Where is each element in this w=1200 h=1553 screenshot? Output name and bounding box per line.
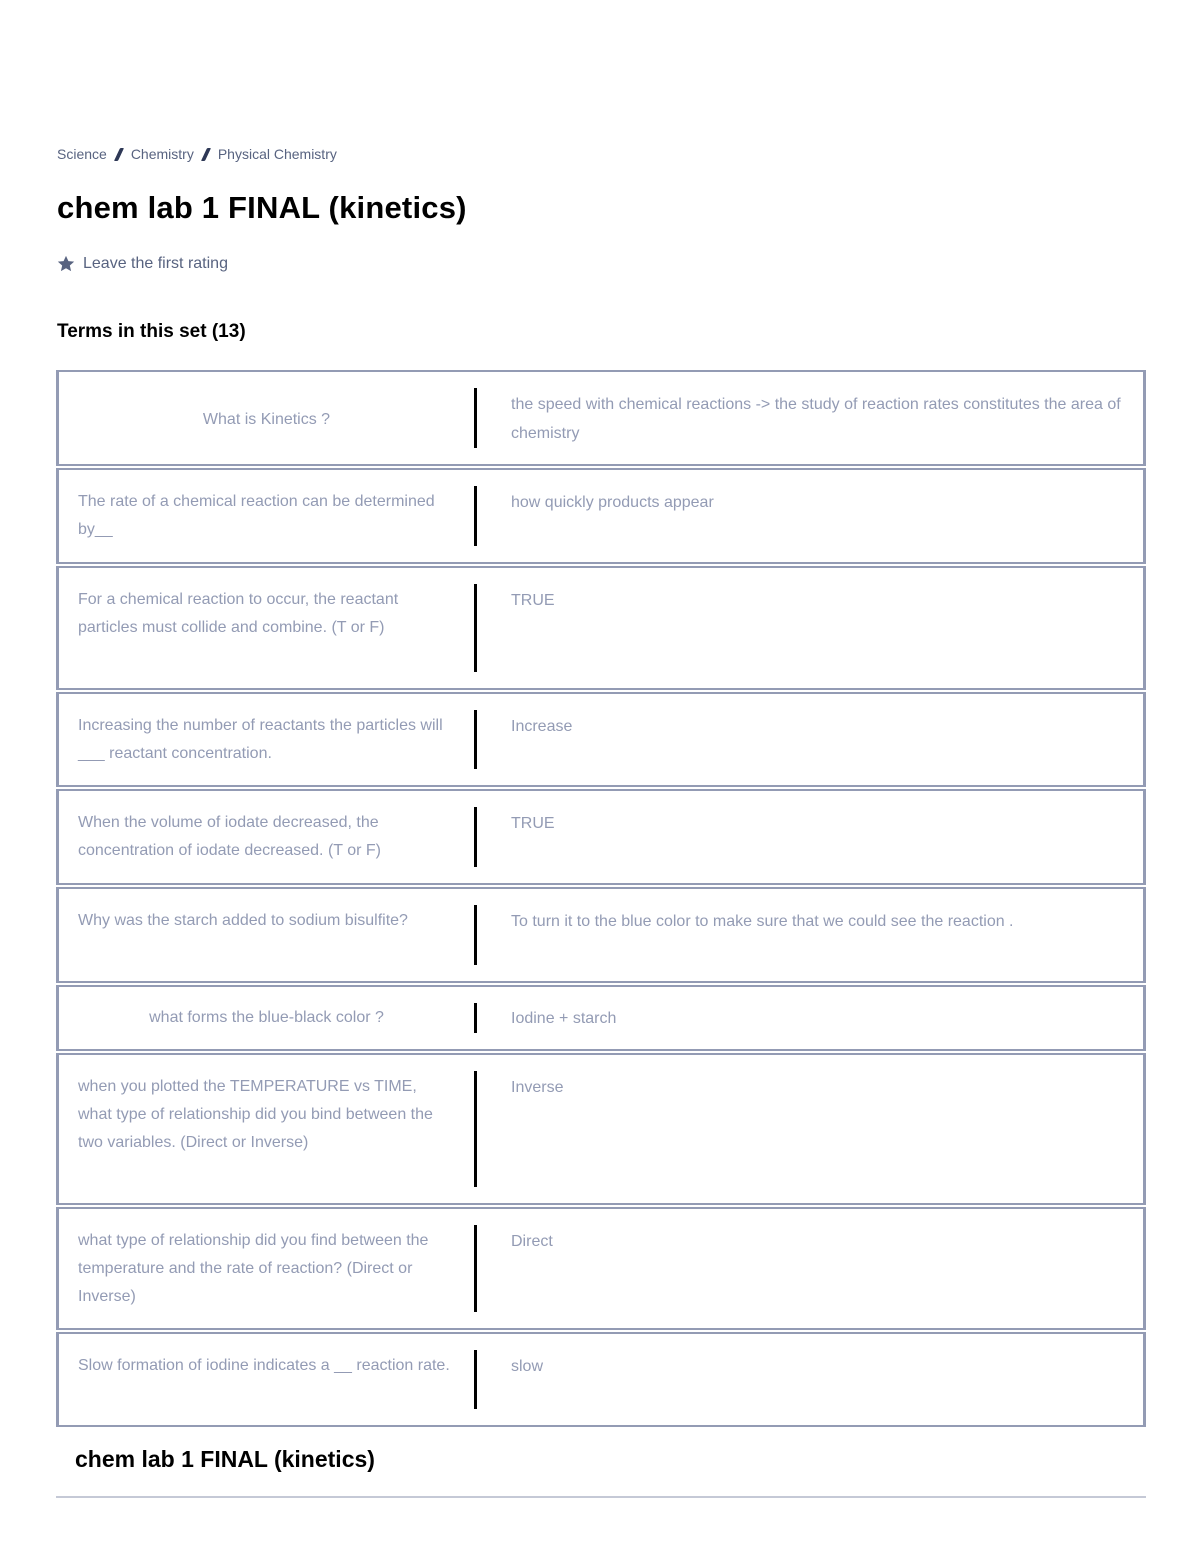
term-text: What is Kinetics ?: [202, 411, 331, 428]
term-card: [56, 1207, 1146, 1330]
definition-text: Direct: [511, 1233, 553, 1250]
term-text: Why was the starch added to sodium bisulfite?: [78, 912, 408, 929]
term-card: [56, 887, 1146, 983]
term-text: what type of relationship did you find between the temperature and the rate of reaction? (Direct or Inverse): [78, 1232, 429, 1305]
breadcrumb-physical-chemistry[interactable]: Physical Chemistry: [217, 146, 337, 162]
term-text: what forms the blue-black color ?: [149, 1009, 384, 1026]
breadcrumb-science[interactable]: Science: [57, 146, 107, 162]
definition-text: slow: [511, 1358, 544, 1375]
footer-divider: [56, 1496, 1146, 1498]
definition-text: TRUE: [511, 815, 555, 832]
definition-text: TRUE: [511, 592, 555, 609]
definition-text: how quickly products appear: [511, 494, 714, 511]
term-text: Increasing the number of reactants the particles will ___ reactant concentration.: [78, 717, 443, 762]
term-text: Slow formation of iodine indicates a __ reaction rate.: [78, 1357, 450, 1374]
star-icon: [56, 254, 76, 274]
breadcrumb: [57, 146, 337, 162]
rating-button[interactable]: [56, 254, 228, 274]
terms-heading: Terms in this set (13): [57, 321, 246, 342]
term-card: [56, 692, 1146, 787]
term-card: [56, 468, 1146, 564]
definition-text: Inverse: [511, 1079, 564, 1096]
page-title: chem lab 1 FINAL (kinetics): [57, 190, 467, 225]
definition-text: Iodine + starch: [511, 1010, 617, 1027]
definition-text: Increase: [511, 718, 573, 735]
term-text: For a chemical reaction to occur, the reactant particles must collide and combine. (T or F): [78, 591, 399, 636]
definition-text: To turn it to the blue color to make sure that we could see the reaction .: [511, 913, 1014, 930]
term-card: [56, 566, 1146, 690]
term-card: [56, 789, 1146, 885]
breadcrumb-chemistry[interactable]: Chemistry: [130, 146, 194, 162]
rating-label: Leave the first rating: [83, 255, 228, 272]
term-text: when you plotted the TEMPERATURE vs TIME, what type of relationship did you bind between the two variables. (Direct or Inverse): [78, 1078, 433, 1151]
term-card: [56, 370, 1146, 466]
definition-text: the speed with chemical reactions -> the study of reaction rates constitutes the area of chemistry: [511, 396, 1121, 442]
term-card: [56, 1053, 1146, 1205]
footer-title: chem lab 1 FINAL (kinetics): [75, 1446, 375, 1472]
breadcrumb-separator-icon: [114, 148, 124, 161]
term-text: When the volume of iodate decreased, the concentration of iodate decreased. (T or F): [78, 814, 381, 859]
term-card: [56, 1332, 1146, 1427]
term-card: [56, 985, 1146, 1051]
term-text: The rate of a chemical reaction can be determined by__: [78, 493, 435, 538]
terms-list: [56, 370, 1146, 1429]
breadcrumb-separator-icon: [201, 148, 211, 161]
